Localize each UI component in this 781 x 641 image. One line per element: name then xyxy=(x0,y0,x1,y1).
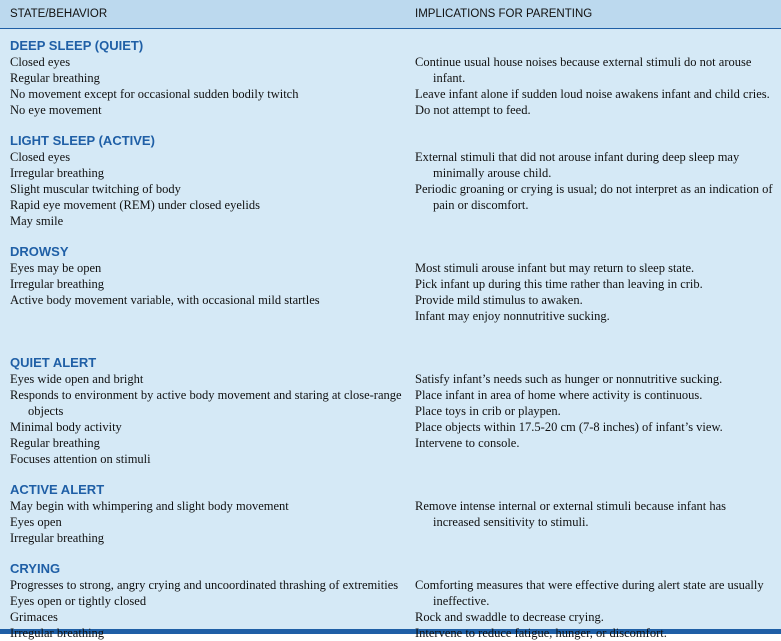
state-behavior-column xyxy=(0,37,405,118)
behavior-item: Eyes open or tightly closed xyxy=(10,594,147,608)
state-section xyxy=(0,241,781,324)
behavior-item: Minimal body activity xyxy=(10,420,122,434)
state-section xyxy=(0,479,781,546)
state-section xyxy=(0,558,781,641)
state-title: LIGHT SLEEP (ACTIVE) xyxy=(10,133,155,148)
implication-item: Periodic groaning or crying is usual; do not interpret as an indication of pain or discomfort. xyxy=(415,182,773,212)
behavior-item: Grimaces xyxy=(10,610,58,624)
behavior-item: Regular breathing xyxy=(10,436,100,450)
implication-item: Comforting measures that were effective during alert state are usually ineffective. xyxy=(415,578,764,608)
implication-item: Place infant in area of home where activity is continuous. xyxy=(415,388,703,402)
implication-item: Place objects within 17.5-20 cm (7-8 inches) of infant’s view. xyxy=(415,420,723,434)
behavior-item: Irregular breathing xyxy=(10,166,105,180)
implication-item: Rock and swaddle to decrease crying. xyxy=(415,610,604,624)
behavior-item: No movement except for occasional sudden bodily twitch xyxy=(10,87,299,101)
implication-item: External stimuli that did not arouse infant during deep sleep may minimally arouse child. xyxy=(415,150,740,180)
state-title: ACTIVE ALERT xyxy=(10,482,105,497)
behavior-item: Slight muscular twitching of body xyxy=(10,182,181,196)
behavior-item: Progresses to strong, angry crying and uncoordinated thrashing of extremities xyxy=(10,578,399,592)
title-spacer xyxy=(415,132,773,149)
table-header xyxy=(0,0,781,29)
state-behavior-column xyxy=(0,132,405,229)
state-section xyxy=(0,130,781,229)
header-state-behavior: STATE/BEHAVIOR xyxy=(10,8,108,20)
state-title: DEEP SLEEP (QUIET) xyxy=(10,38,144,53)
title-spacer xyxy=(415,354,773,371)
behavior-item: No eye movement xyxy=(10,103,102,117)
state-title: DROWSY xyxy=(10,244,69,259)
header-implications: IMPLICATIONS FOR PARENTING xyxy=(415,8,593,20)
implications-column xyxy=(405,243,781,324)
behavior-item: May begin with whimpering and slight body movement xyxy=(10,499,289,513)
title-spacer xyxy=(415,37,773,54)
behavior-item: Focuses attention on stimuli xyxy=(10,452,151,466)
implications-column xyxy=(405,354,781,467)
implication-item: Leave infant alone if sudden loud noise awakens infant and child cries. xyxy=(415,87,770,101)
behavior-item: Responds to environment by active body movement and staring at close-range objects xyxy=(10,388,402,418)
implication-item: Intervene to reduce fatigue, hunger, or discomfort. xyxy=(415,626,667,640)
implication-item: Most stimuli arouse infant but may return to sleep state. xyxy=(415,261,695,275)
behavior-item: Closed eyes xyxy=(10,55,71,69)
implication-item: Do not attempt to feed. xyxy=(415,103,531,117)
implication-item: Continue usual house noises because external stimuli do not arouse infant. xyxy=(415,55,752,85)
implications-column xyxy=(405,37,781,118)
state-title: CRYING xyxy=(10,561,61,576)
implication-item: Provide mild stimulus to awaken. xyxy=(415,293,583,307)
implication-item: Place toys in crib or playpen. xyxy=(415,404,561,418)
state-behavior-column xyxy=(0,354,405,467)
state-section xyxy=(0,35,781,118)
behavior-item: May smile xyxy=(10,214,64,228)
state-behavior-column xyxy=(0,481,405,546)
behavior-item: Irregular breathing xyxy=(10,277,105,291)
implication-item: Remove intense internal or external stimuli because infant has increased sensitivity to stimuli. xyxy=(415,499,727,529)
implications-column xyxy=(405,132,781,229)
title-spacer xyxy=(415,243,773,260)
behavior-item: Eyes may be open xyxy=(10,261,102,275)
title-spacer xyxy=(415,560,773,577)
state-title: QUIET ALERT xyxy=(10,355,97,370)
state-section xyxy=(0,352,781,467)
behavior-item: Eyes open xyxy=(10,515,62,529)
implication-item: Infant may enjoy nonnutritive sucking. xyxy=(415,309,610,323)
behavior-item: Regular breathing xyxy=(10,71,100,85)
implications-column xyxy=(405,481,781,546)
table-body xyxy=(0,35,781,641)
behavior-item: Eyes wide open and bright xyxy=(10,372,144,386)
implication-item: Intervene to console. xyxy=(415,436,520,450)
state-behavior-column xyxy=(0,560,405,641)
behavior-item: Irregular breathing xyxy=(10,626,105,640)
title-spacer xyxy=(415,481,773,498)
behavior-item: Rapid eye movement (REM) under closed eyelids xyxy=(10,198,260,212)
behavior-item: Irregular breathing xyxy=(10,531,105,545)
implication-item: Pick infant up during this time rather than leaving in crib. xyxy=(415,277,703,291)
implications-column xyxy=(405,560,781,641)
behavior-item: Closed eyes xyxy=(10,150,71,164)
behavior-item: Active body movement variable, with occasional mild startles xyxy=(10,293,320,307)
implication-item: Satisfy infant’s needs such as hunger or nonnutritive sucking. xyxy=(415,372,723,386)
state-behavior-column xyxy=(0,243,405,324)
